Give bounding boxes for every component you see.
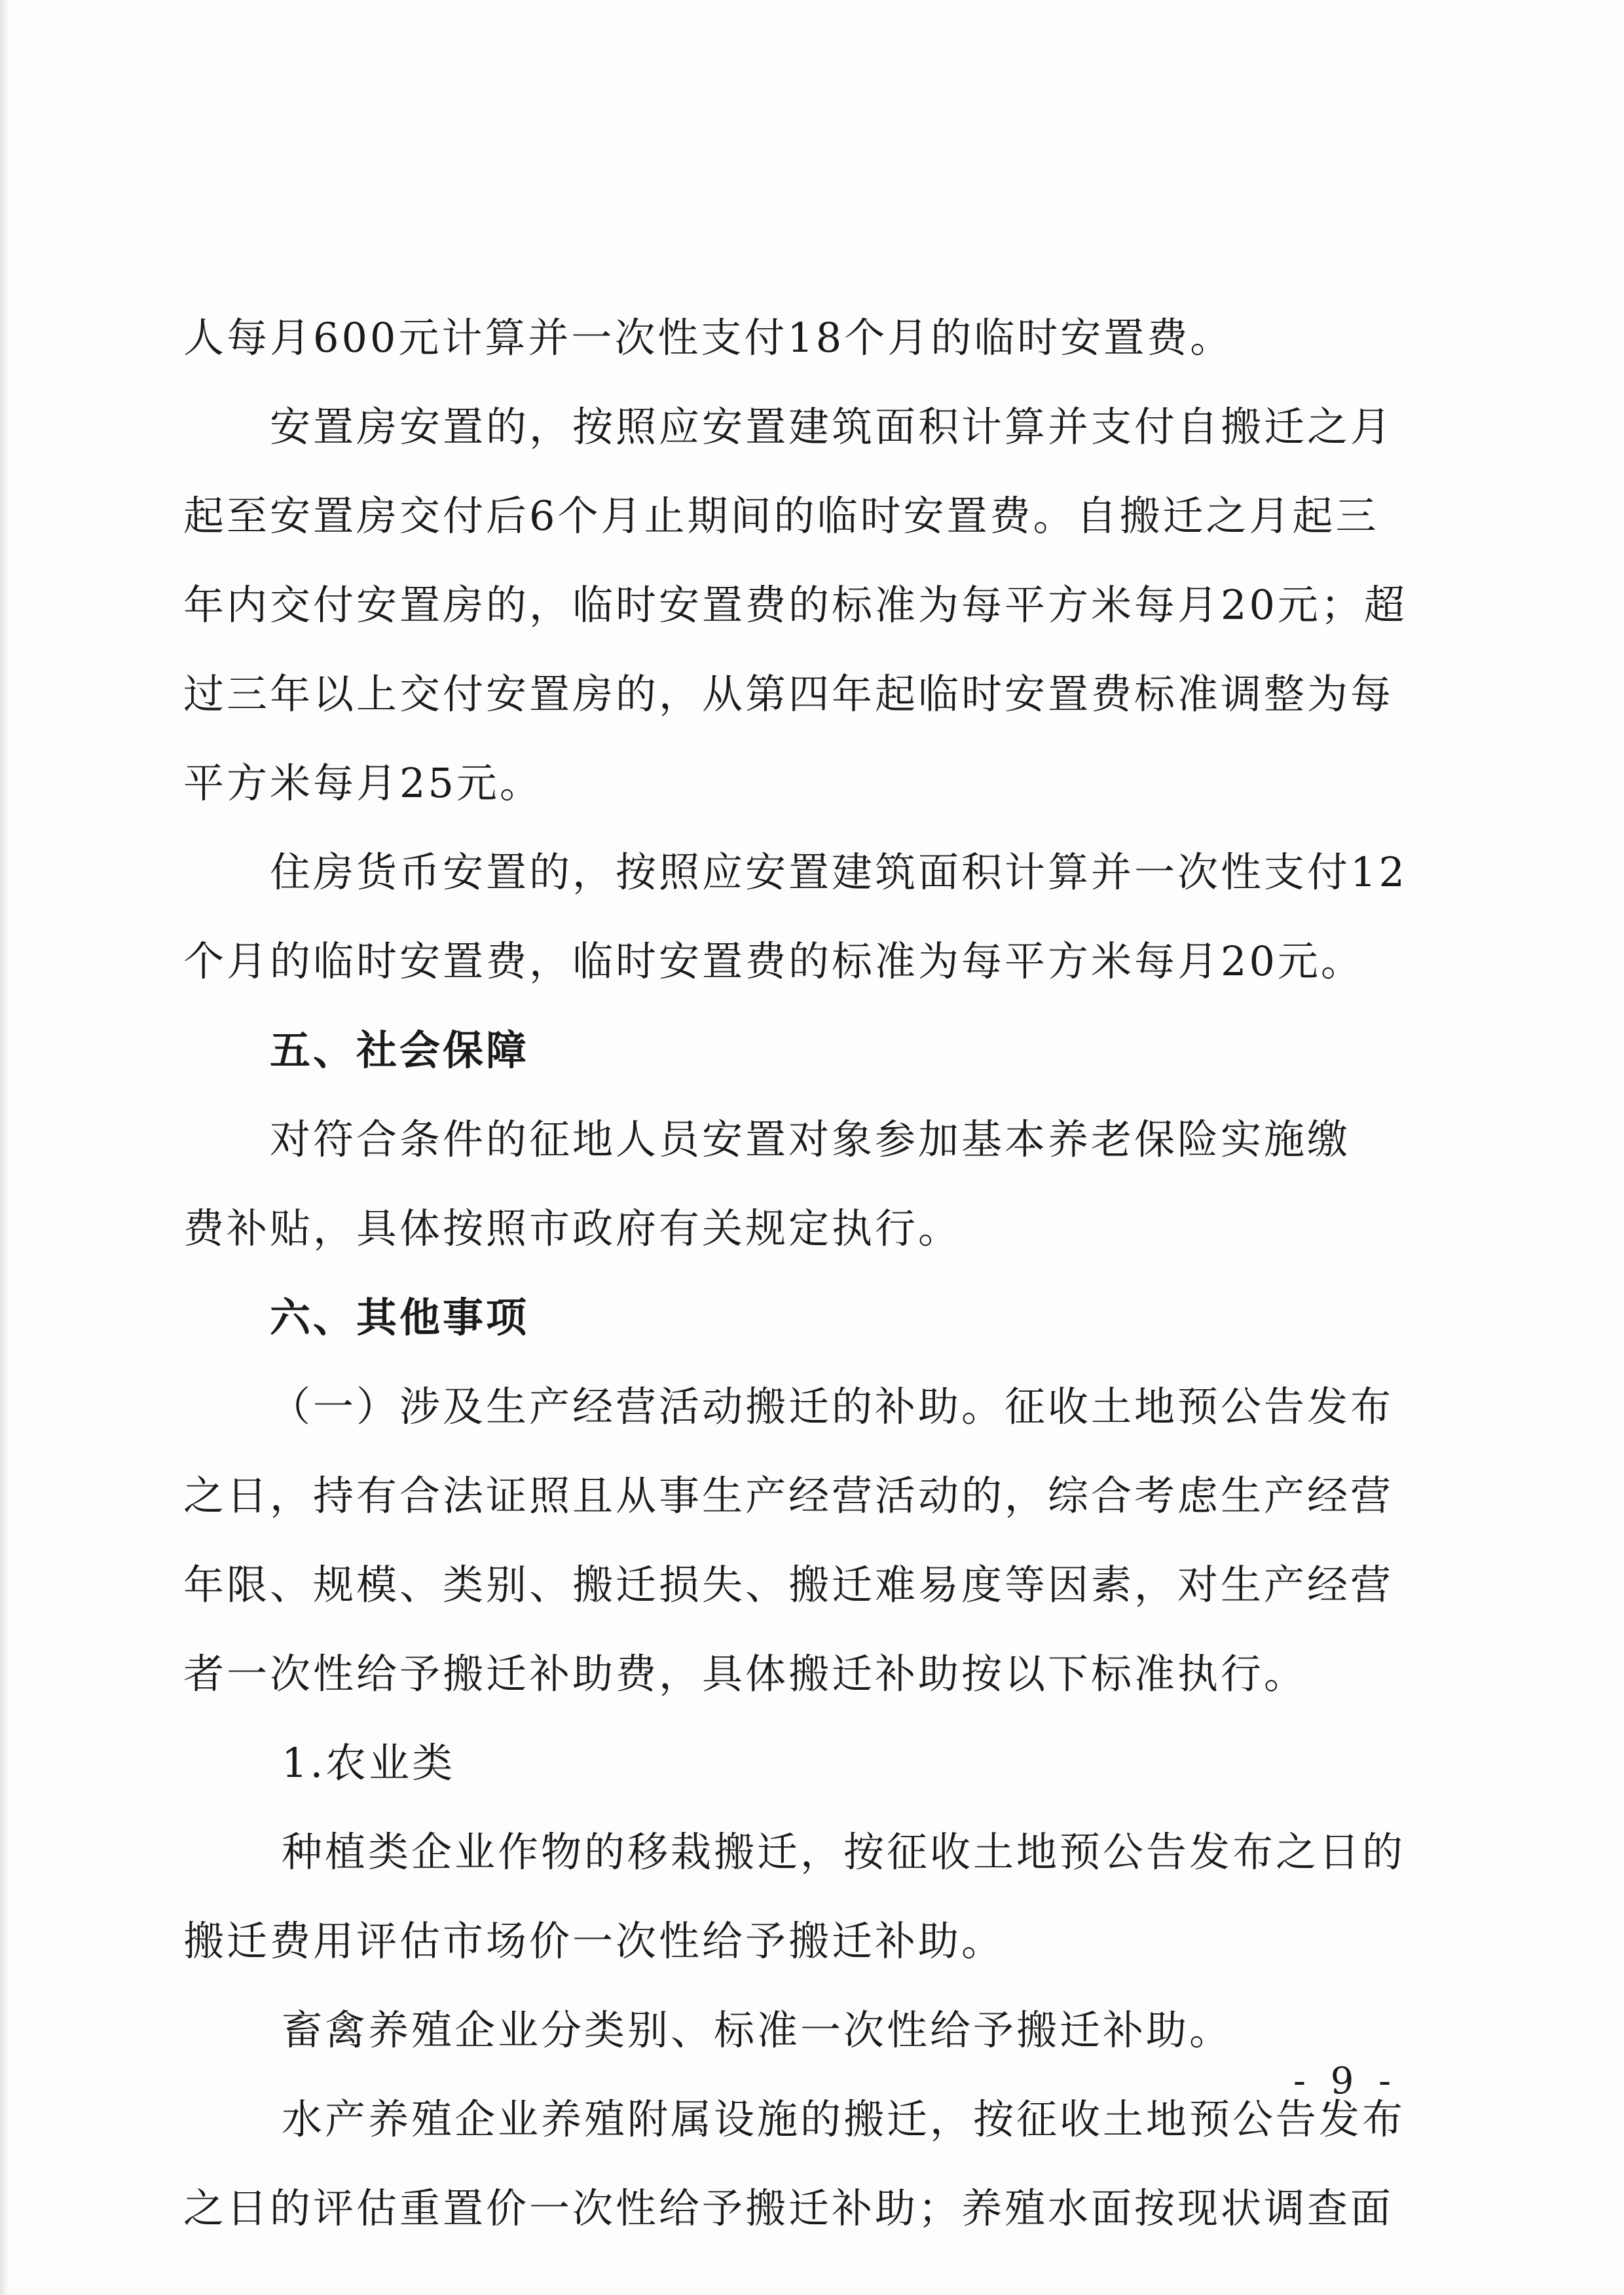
paragraph-line: 费补贴，具体按照市政府有关规定执行。 [183,1204,962,1252]
paragraph-line: 种植类企业作物的移栽搬迁，按征收土地预公告发布之日的 [282,1828,1406,1876]
paragraph-line: 个月的临时安置费，临时安置费的标准为每平方米每月20元。 [183,937,1364,985]
paragraph-line: 过三年以上交付安置房的，从第四年起临时安置费标准调整为每 [183,670,1394,718]
section-heading-social-security: 五、社会保障 [270,1026,530,1074]
paragraph-line: 住房货币安置的，按照应安置建筑面积计算并一次性支付12 [270,848,1407,896]
paragraph-line: 安置房安置的，按照应安置建筑面积计算并支付自搬迁之月 [270,403,1394,451]
paragraph-line: 年限、规模、类别、搬迁损失、搬迁难易度等因素，对生产经营 [183,1561,1394,1609]
paragraph-line: （一）涉及生产经营活动搬迁的补助。征收土地预公告发布 [270,1383,1394,1430]
paragraph-line: 者一次性给予搬迁补助费，具体搬迁补助按以下标准执行。 [183,1650,1308,1698]
paragraph-line: 人每月600元计算并一次性支付18个月的临时安置费。 [183,314,1234,362]
paragraph-line: 畜禽养殖企业分类别、标准一次性给予搬迁补助。 [282,2006,1233,2054]
subsection-heading-agriculture: 1.农业类 [282,1739,456,1787]
paragraph-line: 对符合条件的征地人员安置对象参加基本养老保险实施缴 [270,1115,1351,1163]
paragraph-line: 起至安置房交付后6个月止期间的临时安置费。自搬迁之月起三 [183,492,1379,540]
page-number: - 9 - [1293,2060,1398,2102]
section-heading-other-matters: 六、其他事项 [270,1294,530,1341]
paragraph-line: 水产养殖企业养殖附属设施的搬迁，按征收土地预公告发布 [282,2095,1406,2143]
paragraph-line: 之日的评估重置价一次性给予搬迁补助；养殖水面按现状调查面 [183,2184,1394,2232]
paragraph-line: 平方米每月25元。 [183,759,543,807]
paragraph-line: 年内交付安置房的，临时安置费的标准为每平方米每月20元；超 [183,581,1407,629]
paragraph-line: 搬迁费用评估市场价一次性给予搬迁补助。 [183,1917,1005,1965]
document-body [183,293,1407,2253]
paragraph-line: 之日，持有合法证照且从事生产经营活动的，综合考虑生产经营 [183,1472,1394,1520]
